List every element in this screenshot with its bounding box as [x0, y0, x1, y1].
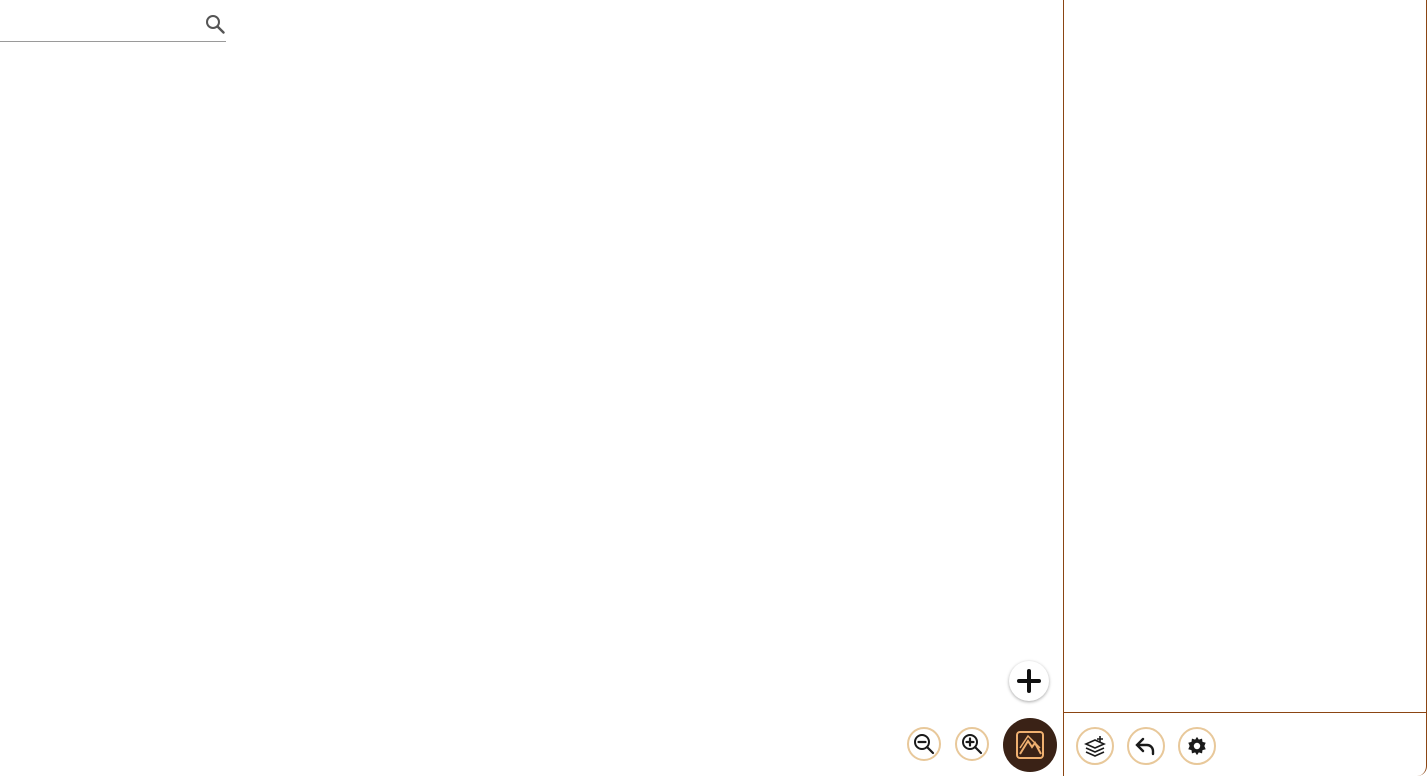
layer-toolbar	[1064, 712, 1426, 776]
plus-icon	[1015, 667, 1043, 695]
zoom-out-icon	[912, 732, 936, 756]
layers-panel	[1063, 0, 1427, 776]
settings-icon	[1186, 735, 1208, 757]
add-layer-button[interactable]	[1076, 727, 1114, 765]
map-view-button[interactable]	[1003, 718, 1057, 772]
undo-icon	[1134, 734, 1158, 758]
add-layer-icon	[1083, 734, 1107, 758]
map-icon	[1013, 728, 1047, 762]
add-record-button[interactable]	[1009, 661, 1049, 701]
zoom-out-button[interactable]	[907, 727, 941, 761]
zoom-in-icon	[960, 732, 984, 756]
attribute-table[interactable]	[232, 0, 1062, 776]
hole-selector[interactable]	[0, 0, 230, 44]
zoom-in-button[interactable]	[955, 727, 989, 761]
divider	[0, 41, 226, 42]
settings-button[interactable]	[1178, 727, 1216, 765]
strip-log[interactable]	[0, 44, 230, 776]
layer-list[interactable]	[1064, 0, 1426, 712]
search-icon[interactable]	[205, 14, 225, 34]
log-panel	[0, 0, 230, 776]
undo-button[interactable]	[1127, 727, 1165, 765]
